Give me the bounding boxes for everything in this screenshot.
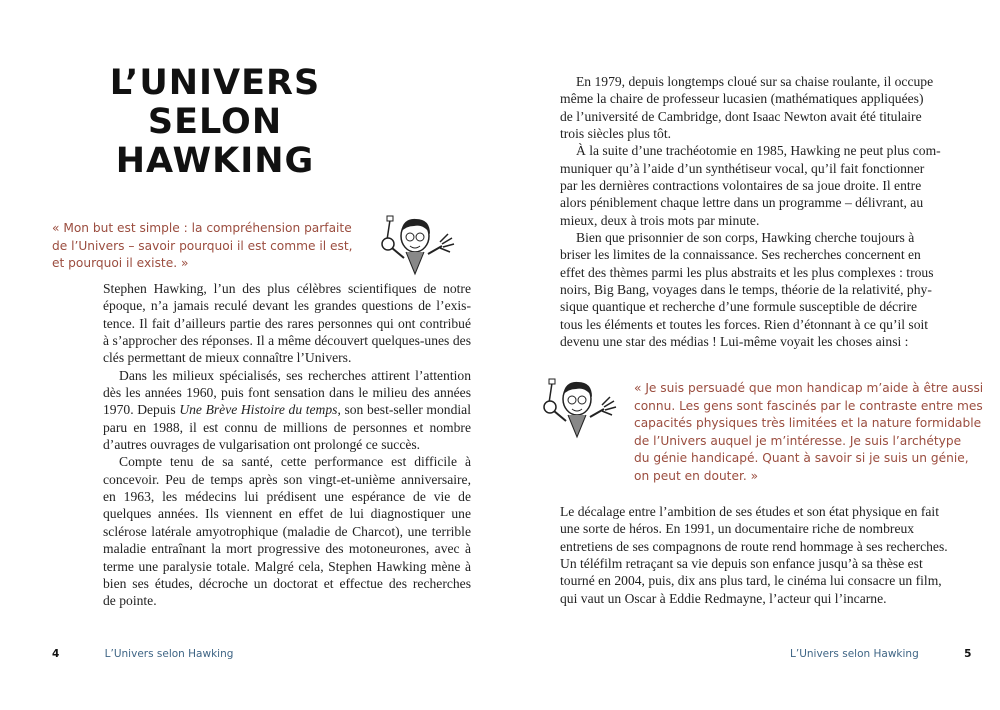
text-line: Un téléfilm retraçant sa vie depuis son enfance jusqu’à sa thèse est	[560, 556, 923, 572]
text-line: une sorte de héros. En 1991, un documentaire riche de nombreux	[560, 521, 915, 537]
hawking-cartoon-icon	[370, 212, 460, 278]
text-line: trois siècles plus tôt.	[560, 126, 672, 142]
quote-line: capacités physiques très limitées et la nature formidable	[634, 416, 982, 430]
text-line: maladie entraînant la mort progressive des motoneurones, avec à	[103, 541, 471, 557]
text-line: Stephen Hawking, l’un des plus célèbres scientifiques de notre	[103, 281, 471, 296]
book-title: Une Brève Histoire du temps	[179, 402, 338, 418]
text-line: même la chaire de professeur lucasien (mathématiques appliquées)	[560, 91, 924, 107]
right-page	[500, 0, 1000, 710]
text-line: tous les éléments et toutes les forces. Rien d’étonnant à ce qu’il soit	[560, 316, 929, 332]
text-line: entretiens de ses compagnons de route rend hommage à ses recherches.	[560, 538, 948, 554]
text-line: tence. Il fait d’ailleurs partie des rares personnes qui ont contribué	[103, 315, 471, 331]
footer	[52, 648, 233, 660]
text-line: quelques années. Ils viennent en effet de lui diagnostiquer une	[103, 506, 471, 522]
title-line: L’UNIVERS	[109, 63, 321, 103]
paragraph	[560, 229, 934, 350]
text-line: sclérose latérale amyotrophique (maladie de Charcot), une terrible	[103, 523, 471, 539]
text-line: d’autres ouvrages de vulgarisation ont prolongé ce succès.	[103, 437, 421, 453]
quote-line: et pourquoi il existe. »	[52, 256, 189, 270]
text-line: sique quantique et recherche d’une formule susceptible de décrire	[560, 299, 918, 315]
text-line: Dans les milieux spécialisés, ses recherches attirent l’attention	[119, 367, 471, 383]
quote-line: de l’Univers auquel je m’intéresse. Je suis l’archétype	[634, 433, 962, 448]
text-line: tourné en 2004, puis, dix ans plus tard, le cinéma lui consacre un film,	[560, 573, 942, 589]
quote-line: connu. Les gens sont fascinés par le contraste entre mes	[634, 398, 983, 413]
quote-line: du génie handicapé. Quant à savoir si je suis un génie,	[634, 451, 969, 465]
text-line: bien ses études, décroche un doctorat et effectue des recherches	[103, 575, 471, 591]
text-line: Compte tenu de sa santé, cette performance est difficile à	[119, 454, 471, 470]
pull-quote	[634, 380, 983, 485]
text-line: concevoir. Peu de temps après son vingt-et-unième anniversaire,	[103, 471, 471, 487]
text-line: muniquer qu’à l’aide d’un synthétiseur vocal, qu’il fait fonctionner	[560, 160, 925, 176]
quote-line: de l’Univers – savoir pourquoi il est comme il est,	[52, 238, 353, 253]
running-head: L’Univers selon Hawking	[104, 648, 234, 660]
text-line: à s’approcher des réponses. Il a même découvert quelques-unes des	[103, 333, 471, 349]
paragraph	[560, 73, 934, 142]
text-line: briser les limites de la connaissance. Ses recherches concernent en	[560, 247, 921, 263]
chapter-title	[100, 64, 330, 181]
text-line: devenu une star des médias ! Lui-même voyait les choses ainsi :	[560, 334, 909, 350]
page-number: 5	[964, 648, 972, 660]
pull-quote	[52, 220, 353, 273]
text-line: en 1963, les médecins lui prédisent une espérance de vie de	[103, 489, 471, 505]
quote-line: « Mon but est simple : la compréhension parfaite	[52, 221, 352, 235]
text-line: qui vaut un Oscar à Eddie Redmayne, l’acteur qui l’incarne.	[560, 590, 887, 606]
text-line: mieux, deux à trois mots par minute.	[560, 212, 760, 228]
body-text	[560, 73, 941, 351]
paragraph	[103, 280, 471, 367]
text-line: de pointe.	[103, 593, 157, 609]
body-text	[103, 280, 471, 610]
page-number: 4	[52, 648, 60, 660]
text-line: alors péniblement chaque lettre dans un programme – délivrant, au	[560, 195, 924, 211]
text-line: À la suite d’une trachéotomie en 1985, Hawking ne peut plus com-	[576, 143, 941, 159]
text-line: 1970. Depuis Une Brève Histoire du temps, son best-seller mondial	[103, 402, 471, 418]
title-line: SELON	[147, 102, 283, 142]
text-line: terme une paralysie totale. Malgré cela, Stephen Hawking mène à	[103, 558, 471, 574]
text-line: paru en 1988, il est connu de millions de personnes et nombre	[103, 419, 471, 435]
text-line: Bien que prisonnier de son corps, Hawking cherche toujours à	[576, 230, 915, 246]
closing-paragraph	[560, 503, 948, 607]
title-line: HAWKING	[115, 141, 315, 181]
text-line: clés permettant de mieux connaître l’Univers.	[103, 350, 352, 366]
text-line: effet des thèmes parmi les plus abstraits et les plus complexes : trous	[560, 264, 934, 280]
paragraph	[560, 142, 941, 229]
paragraph	[103, 367, 471, 454]
text-line: noirs, Big Bang, voyages dans le temps, théorie de la relativité, phy-	[560, 282, 932, 298]
footer	[790, 648, 971, 660]
text-line: époque, n’a jamais reculé devant les grandes questions de l’exis-	[103, 298, 471, 314]
hawking-cartoon-icon	[532, 375, 622, 441]
text-line: de l’université de Cambridge, dont Isaac Newton avait été titulaire	[560, 108, 922, 124]
quote-line: on peut en douter. »	[634, 468, 759, 483]
text-line: par les dernières contractions volontaires de sa joue droite. Il entre	[560, 178, 922, 194]
running-head: L’Univers selon Hawking	[790, 648, 919, 660]
text-line: dès les années 1960, puis font sensation dans le milieu des années	[103, 385, 471, 401]
quote-line: « Je suis persuadé que mon handicap m’aide à être aussi	[634, 381, 984, 395]
text-line: En 1979, depuis longtemps cloué sur sa chaise roulante, il occupe	[576, 74, 934, 89]
paragraph	[103, 453, 471, 609]
text-line: Le décalage entre l’ambition de ses études et son état physique en fait	[560, 504, 939, 519]
